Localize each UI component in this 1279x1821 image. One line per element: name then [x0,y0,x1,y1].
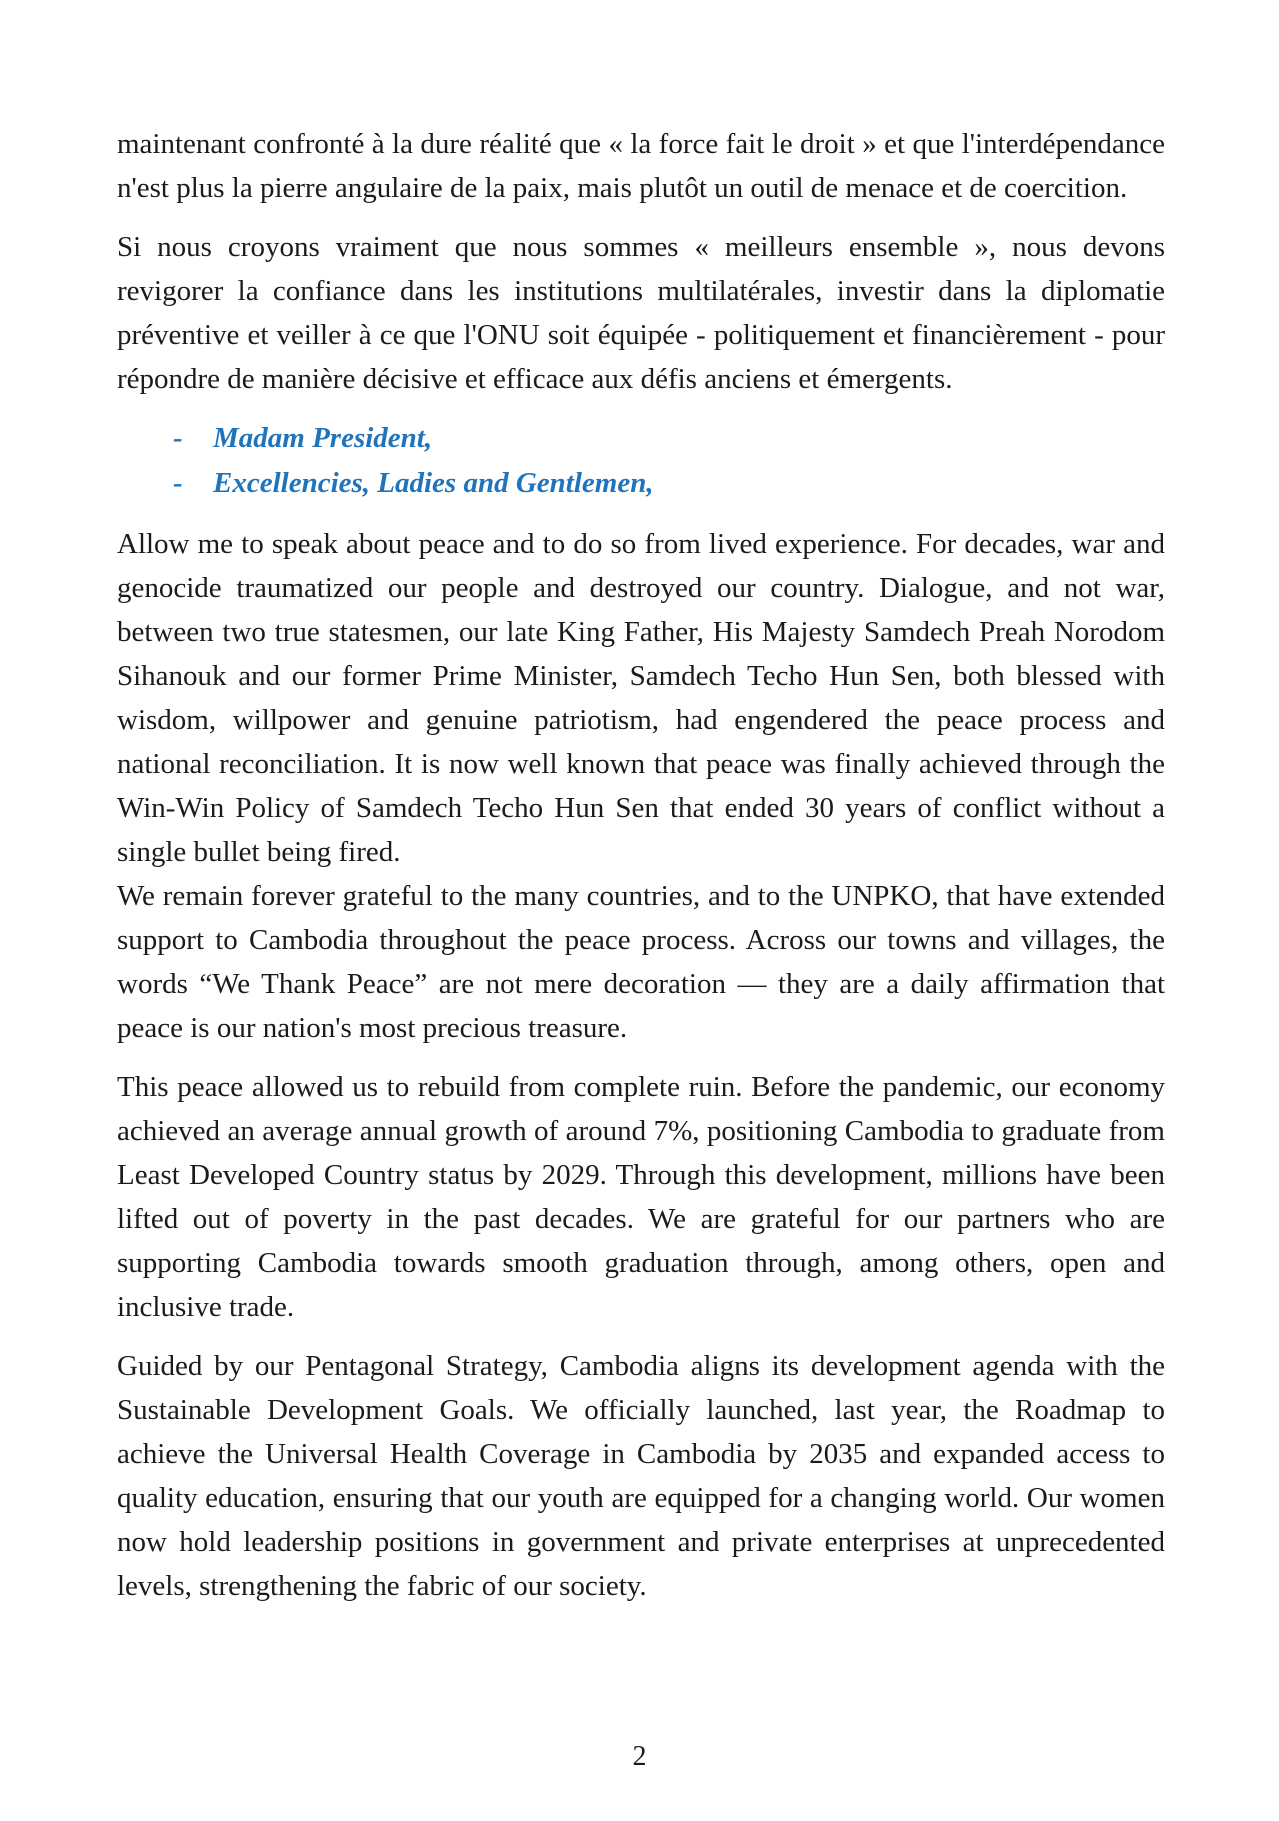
page-number: 2 [632,1741,647,1772]
salutation-text: Excellencies, Ladies and Gentlemen, [213,467,654,499]
paragraph-en-rebuild-economy: This peace allowed us to rebuild from complete ruin. Before the pandemic, our economy achieved an average annual growth of around 7%, positioning Cambodia to graduate from Least Developed Country status by 2029. Through this development, millions have been lifted out of poverty in the past decades. We are grateful for our partners who are supporting Cambodia towards smooth graduation through, among others, open and inclusive trade. [117,1071,1165,1323]
dash-bullet-marker: - [173,422,183,454]
paragraph-fr-1: maintenant confronté à la dure réalité que « la force fait le droit » et que l'interdépendance n'est plus la pierre angulaire de la paix, mais plutôt un outil de menace et de coercition. [117,128,1165,204]
paragraph-en-peace-experience: Allow me to speak about peace and to do so from lived experience. For decades, war and genocide traumatized our people and destroyed our country. Dialogue, and not war, between two true statesmen, our late King Father, His Majesty Samdech Preah Norodom Sihanouk and our former Prime Minister, Samdech Techo Hun Sen, both blessed with wisdom, willpower and genuine patriotism, had engendered the peace process and national reconciliation. It is now well known that peace was finally achieved through the Win-Win Policy of Samdech Techo Hun Sen that ended 30 years of conflict without a single bullet being fired. [117,528,1165,868]
salutation-list [117,416,1165,506]
paragraph-en-grateful-unpko: We remain forever grateful to the many countries, and to the UNPKO, that have extended support to Cambodia throughout the peace process. Across our towns and villages, the words “We Thank Peace” are not mere decoration — they are a daily affirmation that peace is our nation's most precious treasure. [117,880,1165,1044]
salutation-madam-president [173,416,1165,461]
paragraph-en-pentagonal-strategy: Guided by our Pentagonal Strategy, Cambodia aligns its development agenda with the Sustainable Development Goals. We officially launched, last year, the Roadmap to achieve the Universal Health Coverage in Cambodia by 2035 and expanded access to quality education, ensuring that our youth are equipped for a changing world. Our women now hold leadership positions in government and private enterprises at unprecedented levels, strengthening the fabric of our society. [117,1350,1165,1602]
page-content [117,122,1165,1623]
salutation-excellencies [173,461,1165,506]
dash-bullet-marker: - [173,467,183,499]
salutation-text: Madam President, [213,422,433,454]
paragraph-fr-2: Si nous croyons vraiment que nous sommes « meilleurs ensemble », nous devons revigorer la confiance dans les institutions multilatérales, investir dans la diplomatie préventive et veiller à ce que l'ONU soit équipée - politiquement et financièrement - pour répondre de manière décisive et efficace aux défis anciens et émergents. [117,231,1165,395]
